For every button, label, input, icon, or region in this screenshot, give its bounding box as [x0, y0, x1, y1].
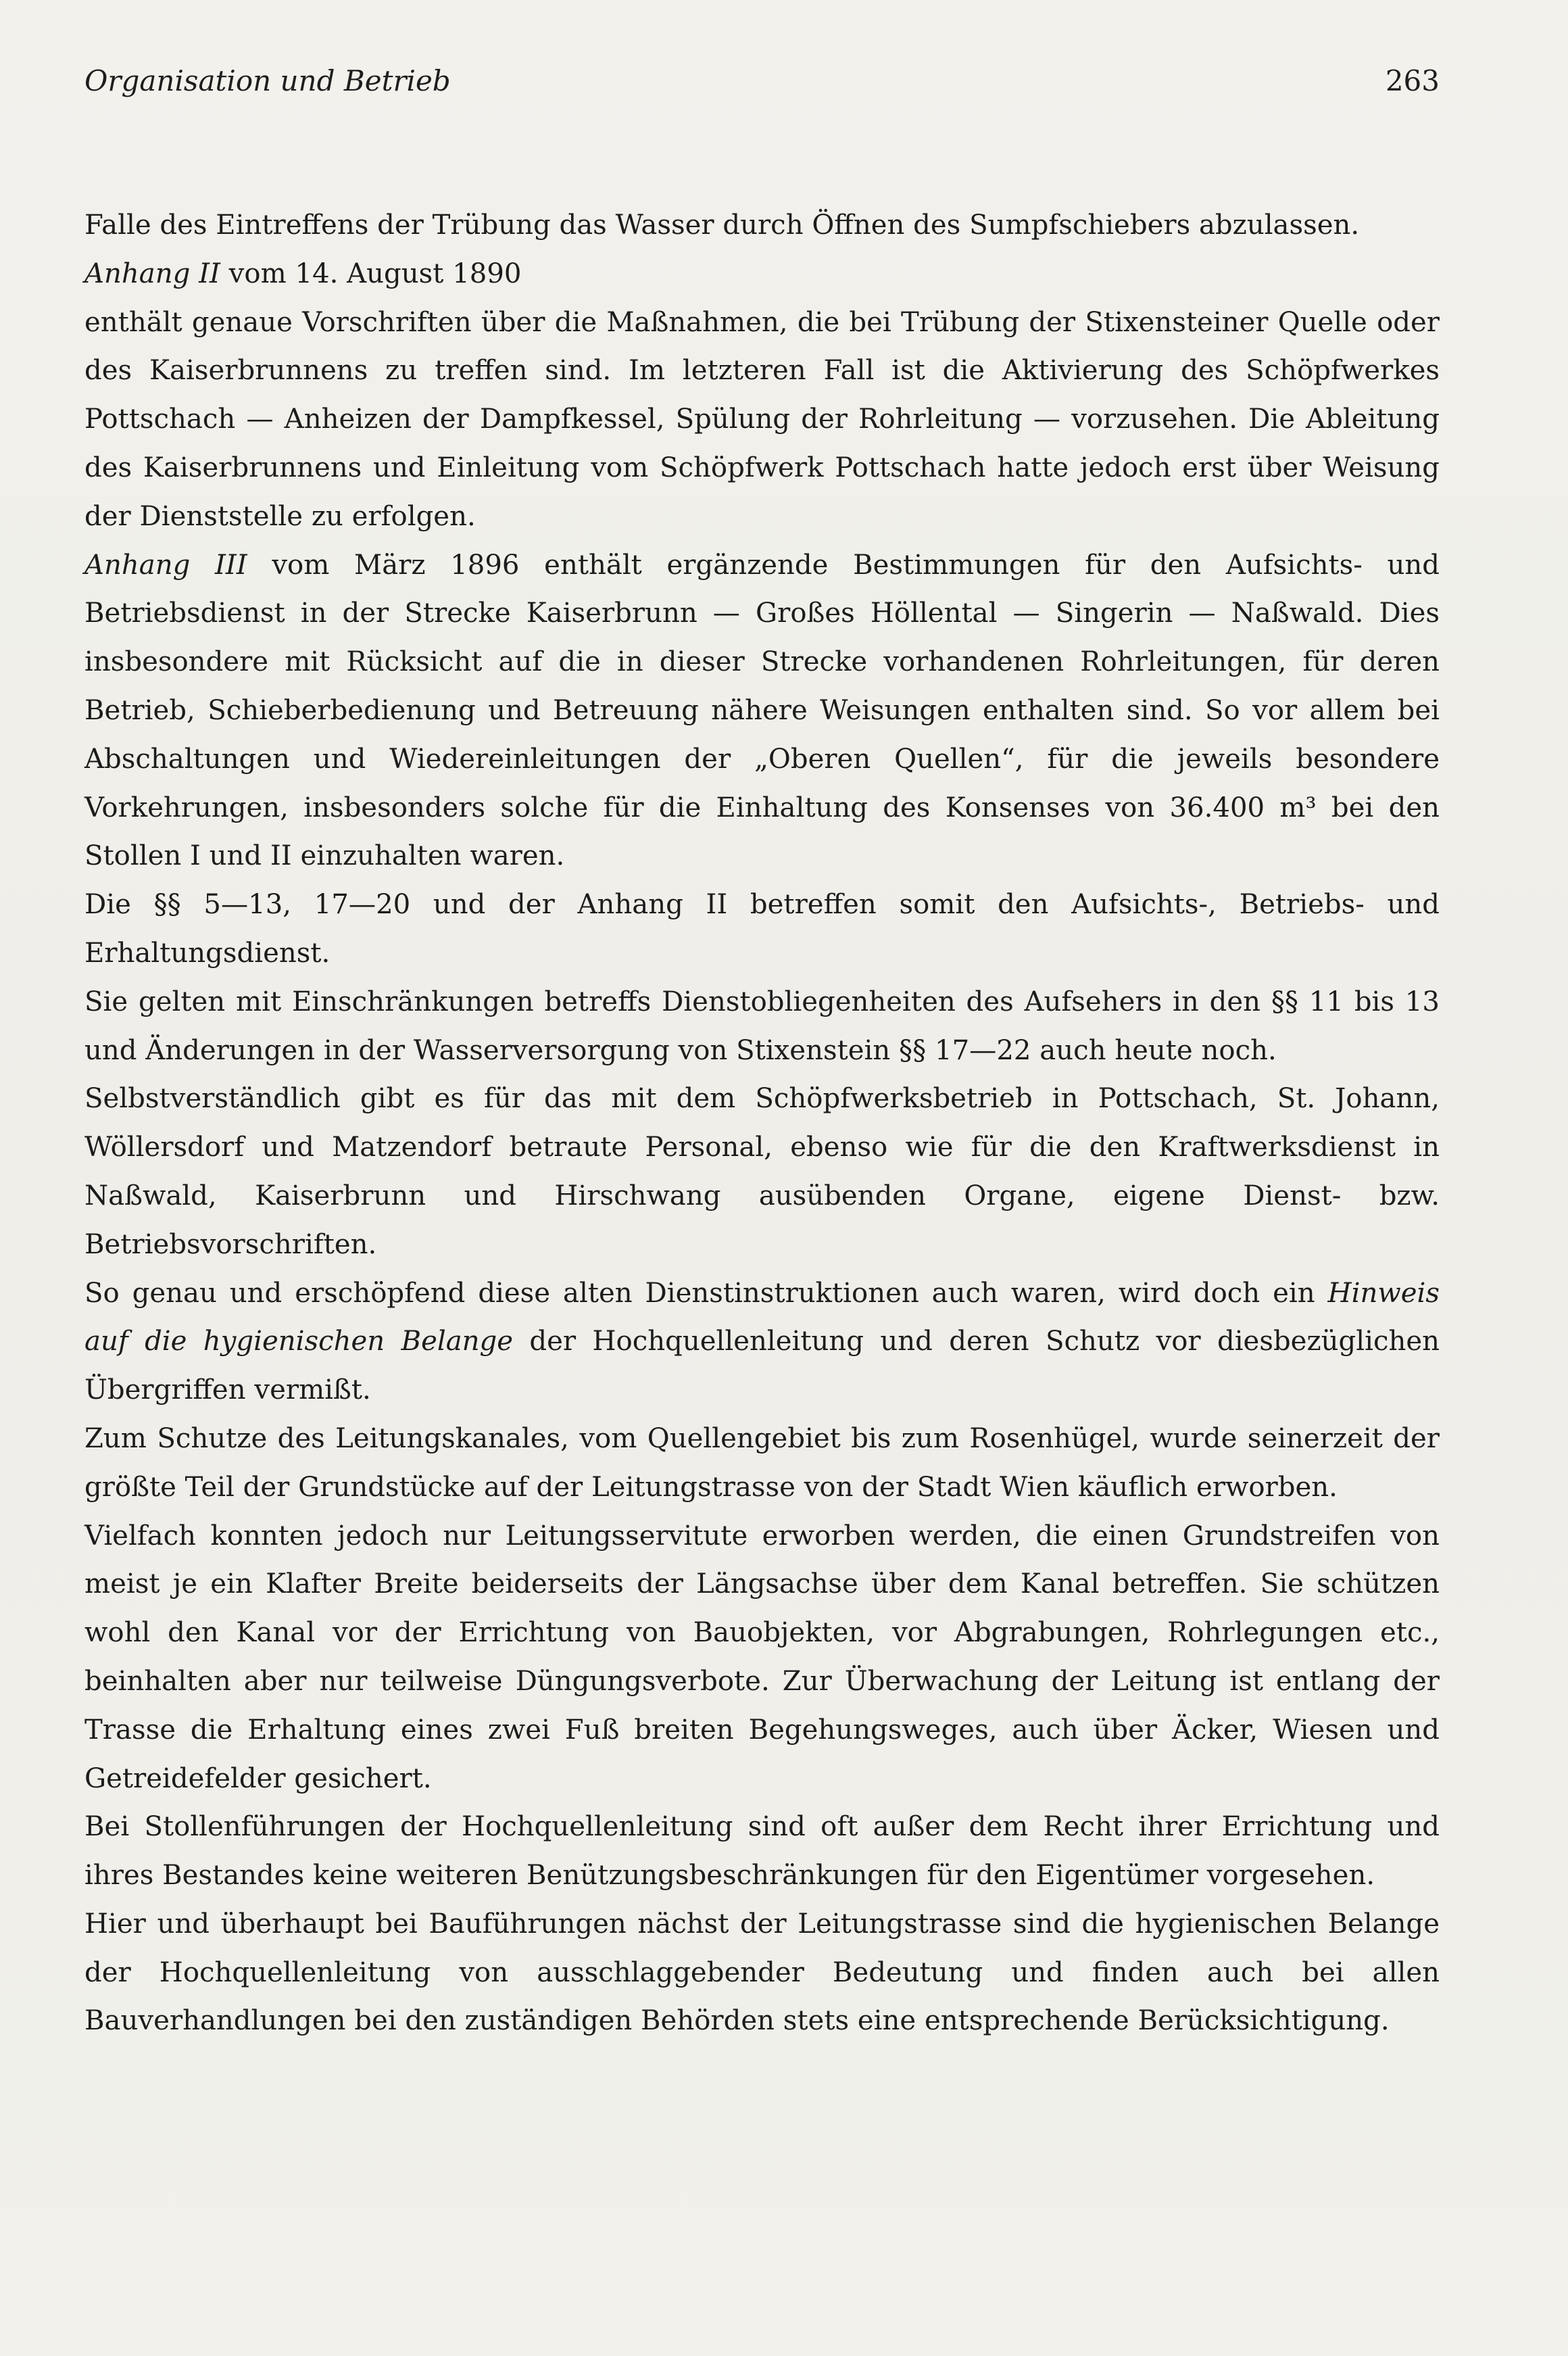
- paragraph-appendix-ii-heading: [84, 250, 1440, 299]
- paragraph: Vielfach konnten jedoch nur Leitungsservitute erworben werden, die einen Grundstreifen von meist je ein Klafter Breite beiderseits der Längsachse über dem Kanal betreffen. Sie schützen wohl den Kanal vor der Errichtung von Bauobjekten, vor Abgrabungen, Rohrlegungen etc., beinhalten aber nur teilweise Düngungsverbote. Zur Überwachung der Leitung ist entlang der Trasse die Erhaltung eines zwei Fuß breiten Begehungsweges, auch über Äcker, Wiesen und Getreidefelder gesichert.: [84, 1520, 1440, 1794]
- appendix-date: vom 14. August 1890: [220, 258, 522, 289]
- paragraph: enthält genaue Vorschriften über die Maßnahmen, die bei Trübung der Stixensteiner Quelle oder des Kaiserbrunnens zu treffen sind. Im letzteren Fall ist die Aktivierung des Schöpfwerkes Pottschach — Anheizen der Dampfkessel, Spülung der Rohrleitung — vorzusehen. Die Ableitung des Kaiserbrunnens und Einleitung vom Schöpfwerk Pottschach hatte jedoch erst über Weisung der Dienststelle zu erfolgen.: [84, 306, 1440, 532]
- appendix-title: Anhang II: [84, 258, 220, 289]
- paragraph: Zum Schutze des Leitungskanales, vom Quellengebiet bis zum Rosenhügel, wurde seinerzeit der größte Teil der Grundstücke auf der Leitungstrasse von der Stadt Wien käuflich erworben.: [84, 1422, 1440, 1503]
- page-number: 263: [1385, 64, 1440, 97]
- running-title: Organisation und Betrieb: [84, 64, 451, 97]
- paragraph: Sie gelten mit Einschränkungen betreffs Dienstobliegenheiten des Aufsehers in den §§ 11 bis 13 und Änderungen in der Wasserversorgung von Stixenstein §§ 17—22 auch heute noch.: [84, 986, 1440, 1066]
- paragraph-hygiene: [84, 1270, 1440, 1415]
- appendix-title: Anhang III: [84, 549, 247, 581]
- paragraph-text: der Hochquellenleitung und deren Schutz vor diesbezüglichen Übergriffen vermißt.: [84, 1326, 1440, 1406]
- paragraph: Die §§ 5—13, 17—20 und der Anhang II betreffen somit den Aufsichts-, Betriebs- und Erhaltungsdienst.: [84, 889, 1440, 969]
- paragraph-text: So genau und erschöpfend diese alten Dienstinstruktionen auch waren, wird doch ein: [84, 1277, 1328, 1309]
- paragraph: Hier und überhaupt bei Bauführungen nächst der Leitungstrasse sind die hygienischen Belange der Hochquellenleitung von ausschlaggebender Bedeutung und finden auch bei allen Bauverhandlungen bei den zuständigen Behörden stets eine entsprechende Berücksichtigung.: [84, 1908, 1440, 2037]
- paragraph: Bei Stollenführungen der Hochquellenleitung sind oft außer dem Recht ihrer Errichtung und ihres Bestandes keine weiteren Benützungsbeschränkungen für den Eigentümer vorgesehen.: [84, 1811, 1440, 1892]
- paragraph: Selbstverständlich gibt es für das mit dem Schöpfwerksbetrieb in Pottschach, St. Johann, Wöllersdorf und Matzendorf betraute Personal, ebenso wie für die den Kraftwerksdienst in Naßwald, Kaiserbrunn und Hirschwang ausübenden Organe, eigene Dienst- bzw. Betriebsvorschriften.: [84, 1083, 1440, 1260]
- emphasis-text: Hinweis auf die hygienischen Belange: [84, 1277, 1440, 1357]
- paragraph-appendix-iii: [84, 542, 1440, 882]
- page-header: [84, 64, 1440, 112]
- paragraph-text: vom März 1896 enthält ergänzende Bestimmungen für den Aufsichts- und Betriebsdienst in der Strecke Kaiserbrunn — Großes Höllental — Singerin — Naßwald. Dies insbesondere mit Rücksicht auf die in dieser Strecke vorhandenen Rohrleitungen, für deren Betrieb, Schieberbedienung und Betreuung nähere Weisungen enthalten sind. So vor allem bei Abschaltungen und Wiedereinleitungen der „Oberen Quellen“, für die jeweils besondere Vorkehrungen, insbesonders solche für die Einhaltung des Konsenses von 36.400 m³ bei den Stollen I und II einzuhalten waren.: [84, 549, 1440, 872]
- body-text: [84, 201, 1440, 2046]
- paragraph: Falle des Eintreffens der Trübung das Wasser durch Öffnen des Sumpfschiebers abzulassen.: [84, 210, 1360, 241]
